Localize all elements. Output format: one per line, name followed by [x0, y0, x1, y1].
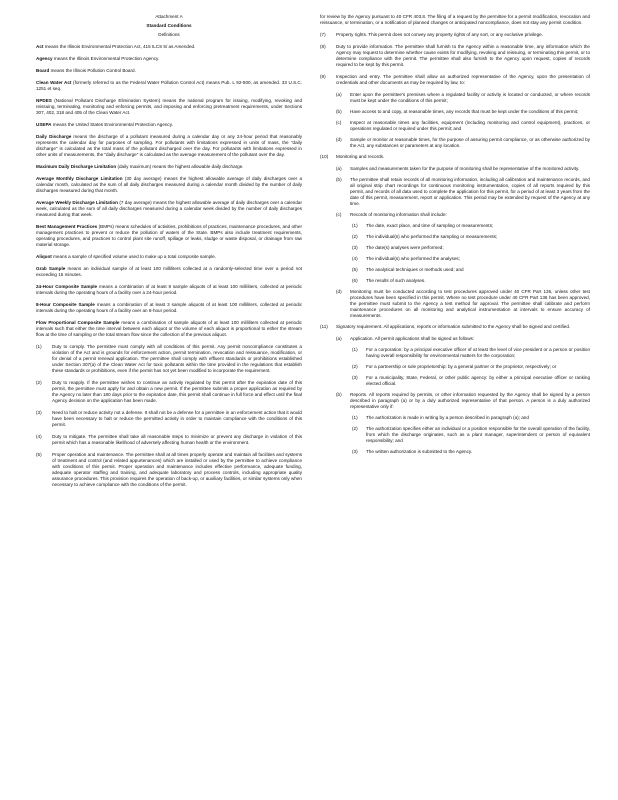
definition-text: (30 day average) means the highest allowable average of daily discharges over a calendar month, calculated as the sum of all daily discharges measured during a calendar month divided by the number of daily discharges measured during that month.: [36, 176, 302, 193]
sub-item: [352, 267, 590, 273]
item-number: (11): [320, 324, 328, 329]
definition-text: means the Illinois Environmental Protection Agency.: [53, 56, 160, 61]
sub-text: Monitoring must be conducted according to test procedures approved under 40 CFR Part 136, unless other test procedures have been specified in this permit. Where no test procedure under 40 CFR Part 136 has been approved, the permittee must submit to the Agency a test method for approval. The permittee shall calibrate and perform maintenance procedures on all monitoring and analytical instrumentation at intervals to ensure accuracy of measurements.: [350, 289, 590, 318]
definition-term: Act: [36, 44, 44, 49]
left-column: [36, 14, 302, 494]
sub-item: [352, 245, 590, 251]
item-text: Inspection and entry. The permittee shall allow an authorized representative of the Agency, upon the presentation of credentials and other documents as may be required by law, to:: [336, 74, 590, 85]
definition-text: (7 day average) means the highest allowable average of daily discharges over a calendar week, calculated as the sum of all daily discharges measured during a calendar week divided by the number of daily discharges measured during that week.: [36, 200, 303, 217]
condition-item: [320, 44, 590, 68]
definition-term: Board: [36, 68, 50, 73]
definition-term: Maximum Daily Discharge Limitation: [36, 164, 117, 169]
sub-item: [352, 223, 590, 229]
item-number: (10): [320, 154, 329, 159]
definition-term: USEPA: [36, 122, 52, 127]
item-number: (7): [320, 32, 326, 37]
item-number: (2): [36, 380, 42, 385]
definition-term: NPDES: [36, 98, 52, 103]
sub-text: Enter upon the permittee's premises where a regulated facility or activity is located or conducted, or where records must be kept under the conditions of this permit;: [350, 92, 590, 103]
sub-number: (2): [352, 364, 358, 369]
sub-number: (d): [336, 137, 342, 142]
condition-item: [320, 32, 590, 38]
definition-text: means the Illinois Environmental Protection Act, 415 ILCS 5/ as Amended.: [44, 44, 196, 49]
item-text: Duty to reapply. If the permittee wishes to continue an activity regulated by this permit after the expiration date of this permit, the permittee must apply for and obtain a new permit. If the permittee submits a proper application as required by the Agency no later than 180 days prior to the expiration date, this permit shall continue in full force and effect until the final Agency decision on the application has been made.: [52, 380, 302, 403]
item-number: (9): [320, 74, 326, 79]
definitions-title: Definitions: [158, 32, 180, 37]
conditions-list-left: [36, 344, 302, 488]
sub-number: (a): [336, 92, 342, 97]
definition-text: means a combination of at least 3 sample aliquots of at least 100 milliliters, collected at periodic intervals during the operating hours of a facility over an 8-hour period.: [36, 302, 303, 313]
definition-text: means the discharge of a pollutant measured during a calendar day or any 24-hour period that reasonably represents the calendar day for purposes of sampling. For pollutants with limitations expressed in units of mass, the "daily discharge" is calculated as the total mass of the pollutant discharged over the day. For pollutants with limitations expressed in other units of measurements, the "daily discharge" is calculated as the average measurement of the pollutant over the day.: [36, 134, 302, 157]
condition-item: [36, 380, 302, 404]
sub-item: [352, 364, 590, 370]
definition-text: means an individual sample of at least 100 milliliters collected at a randomly-selected time over a period not exceeding 15 minutes.: [36, 266, 302, 277]
sub-text: The date(s) analyses were performed;: [366, 245, 444, 250]
sub-number: (3): [352, 449, 358, 454]
definition-paragraph: [36, 284, 302, 296]
sub-item: [336, 212, 590, 218]
definition-text: means a sample of specified volume used to make up a total composite sample.: [53, 254, 217, 259]
item-text: Property rights. This permit does not convey any property rights of any sort, or any exclusive privilege.: [336, 32, 543, 37]
sub-number: (2): [352, 426, 358, 431]
definition-term: Daily Discharge: [36, 134, 72, 139]
sub-number: (b): [336, 177, 342, 182]
condition-item: [320, 154, 590, 160]
sub-number: (1): [352, 347, 358, 352]
condition-item: [320, 74, 590, 86]
application-sublist: [336, 347, 590, 387]
sub-item: [352, 449, 590, 455]
attachment-header: Attachment A: [155, 14, 183, 19]
section-title: Standard Conditions: [146, 23, 192, 28]
item-text: Proper operation and maintenance. The permittee shall at all times properly operate and maintain all facilities and systems of treatment and control (and related appurtenances) which are installed or used by the permittee to achieve compliance with conditions of this permit. Proper operation and maintenance includes effective performance, adequate funding, adequate operator staffing and training, and adequate laboratory and process controls, including appropriate quality assurance procedures. This provision requires the operation of back-up, or auxiliary facilities, or similar systems only when necessary to achieve compliance with the conditions of the permit.: [52, 452, 302, 487]
definition-paragraph: [36, 200, 302, 218]
definition-paragraph: [36, 164, 302, 170]
definition-term: Grab Sample: [36, 266, 66, 271]
sub-text: The individual(s) who performed the analyses;: [366, 256, 460, 261]
sub-item: [352, 375, 590, 387]
condition-item: [36, 344, 302, 374]
definition-paragraph: [36, 320, 302, 338]
definition-paragraph: [36, 80, 302, 92]
sub-text: The authorization is made in writing by a person described in paragraph (a); and: [366, 415, 529, 420]
sub-item: [352, 256, 590, 262]
sub-number: (c): [336, 212, 342, 217]
definition-term: Clean Water Act: [36, 80, 72, 85]
sub-number: (3): [352, 245, 358, 250]
definition-term: Agency: [36, 56, 53, 61]
sub-number: (4): [352, 256, 358, 261]
sub-text: The permittee shall retain records of all monitoring information, including all calibration and maintenance records, and all original strip chart recordings for continuous monitoring instrumentation, copies of all reports required by this permit, and records of all data used to complete the application for this permit, for a period of at least 3 years from the date of this permit, measurement, report or application. This period may be extended by request of the Agency at any time.: [350, 177, 590, 206]
condition-item: [36, 452, 302, 488]
item-number: (4): [36, 434, 42, 439]
sub-number: (c): [336, 120, 342, 125]
condition-item: [320, 324, 590, 330]
definition-text: (BMPs) means schedules of activities, prohibitions of practices, maintenance procedures, and other management practices to prevent or reduce the pollution of waters of the State. BMPs also include treatment requirements, operating procedures, and practices to control plant site runoff, spillage or leaks, sludge or waste disposal, or drainage from raw material storage.: [36, 224, 302, 247]
definition-term: Average Monthly Discharge Limitation: [36, 176, 123, 181]
sub-text: Sample or monitor at reasonable times, for the purpose of assuring permit compliance, or as otherwise authorized by the Act, any substances or parameters at any location.: [350, 137, 590, 148]
continued-paragraph: for review by the Agency pursuant to 40 CFR 403.8. The filing of a request by the permittee for a permit modification, revocation and reissuance, or termination, or a notification of planned changes or anticipated noncompliance, does not stay any permit condition.: [320, 14, 590, 25]
sub-item: [336, 336, 590, 342]
sub-item: [336, 92, 590, 104]
sub-text: Records of monitoring information shall include:: [350, 212, 447, 217]
definition-text: (National Pollutant Discharge Elimination System) means the national program for issuing, modifying, revoking and reissuing, terminating, monitoring and enforcing permits, and imposing and enforcing pretreatment requirements, under Sections 307, 402, 318 and 405 of the Clean Water Act.: [36, 98, 302, 115]
inspection-sublist: [320, 92, 590, 149]
sub-text: For a partnership or sole proprietorship: by a general partner or the proprietor, respectively; or: [366, 364, 557, 369]
definition-term: Aliquot: [36, 254, 52, 259]
sub-text: For a municipality, State, Federal, or other public agency: by either a principal executive officer or ranking elected official.: [366, 375, 590, 386]
sub-number: (b): [336, 392, 342, 397]
conditions-list-right: [320, 32, 590, 86]
definition-paragraph: [36, 224, 302, 248]
definitions-list: [36, 44, 302, 338]
sub-text: The authorization specifies either an individual or a position responsible for the overall operation of the facility, from which the discharge originates, such as a plant manager, superintendent or person of equivalent responsibility; and: [366, 426, 590, 443]
definition-paragraph: [36, 134, 302, 158]
sub-text: Have access to and copy, at reasonable times, any records that must be kept under the conditions of this permit;: [350, 109, 579, 114]
sub-item: [336, 177, 590, 207]
definition-term: Best Management Practices: [36, 224, 98, 229]
sub-item: [336, 289, 590, 319]
definition-term: Flow Proportional Composite Sample: [36, 320, 120, 325]
item-text: Need to halt or reduce activity not a defense. It shall not be a defense for a permittee in an enforcement action that it would have been necessary to halt or reduce the permitted activity in order to maintain compliance with the conditions of this permit.: [52, 410, 302, 427]
definition-term: 8-Hour Composite Sample: [36, 302, 95, 307]
sub-number: (1): [352, 223, 358, 228]
definition-paragraph: [36, 68, 302, 74]
sub-number: (b): [336, 109, 342, 114]
sub-number: (d): [336, 289, 342, 294]
sub-text: Samples and measurements taken for the purpose of monitoring shall be representative of the monitored activity.: [350, 166, 580, 171]
sub-text: The date, exact place, and time of sampling or measurements;: [366, 223, 494, 228]
monitoring-sublist: [320, 166, 590, 218]
definition-term: 24-Hour Composite Sample: [36, 284, 98, 289]
sub-item: [352, 415, 590, 421]
sub-item: [336, 166, 590, 172]
sub-text: For a corporation: by a principal executive officer of at least the level of vice president or a person or position having overall responsibility for environmental matters for the corporation;: [366, 347, 590, 358]
definition-paragraph: [36, 44, 302, 50]
signatory-sublist: [320, 336, 590, 342]
sub-text: Inspect at reasonable times any facilities, equipment (including monitoring and control equipment), practices, or operations regulated or required under this permit; and: [350, 120, 590, 131]
definition-paragraph: [36, 266, 302, 278]
sub-item: [336, 392, 590, 410]
reports-sublist: [336, 415, 590, 455]
definition-paragraph: [36, 302, 302, 314]
sub-item: [352, 278, 590, 284]
sub-text: The individual(s) who performed the sampling or measurements;: [366, 234, 498, 239]
definition-text: (formerly referred to as the Federal Water Pollution Control Act) means Pub. L 92-500, as amended. 33 U.S.C. 1251 et seq.: [36, 80, 303, 91]
condition-item: [36, 434, 302, 446]
sub-number: (6): [352, 278, 358, 283]
definition-text: means the Illinois Pollution Control Board.: [50, 68, 136, 73]
definition-text: means a combination of at least 8 sample aliquots of at least 100 milliliters, collected at periodic intervals during the operating hours of a facility over a 24-hour period.: [36, 284, 302, 295]
sub-item: [336, 109, 590, 115]
definition-text: means the United States Environmental Protection Agency.: [52, 122, 173, 127]
sub-number: (2): [352, 234, 358, 239]
sub-text: Application. All permit applications shall be signed as follows:: [350, 336, 475, 341]
sub-item: [352, 234, 590, 240]
definition-paragraph: [36, 56, 302, 62]
sub-number: (a): [336, 166, 342, 171]
item-text: Duty to provide information. The permittee shall furnish to the Agency within a reasonable time, any information which the Agency may request to determine whether cause exists for modifying, revoking and reissuing, or terminating this permit, or to determine compliance with the permit. The permittee shall also furnish to the Agency upon request, copies of records required to be kept by this permit.: [336, 44, 590, 67]
sub-item: [352, 426, 590, 444]
sub-text: Reports. All reports required by permits, or other information requested by the Agency shall be signed by a person described in paragraph (a) or by a duly authorized representative of that person. A person is a duly authorized representative only if:: [350, 392, 590, 409]
sub-item: [336, 137, 590, 149]
definition-paragraph: [36, 176, 302, 194]
sub-item: [352, 347, 590, 359]
definition-term: Average Weekly Discharge Limitation: [36, 200, 118, 205]
sub-text: The results of such analyses.: [366, 278, 426, 283]
sub-text: The analytical techniques or methods used; and: [366, 267, 464, 272]
sub-number: (5): [352, 267, 358, 272]
item-text: Duty to comply. The permittee must comply with all conditions of this permit. Any permit noncompliance constitutes a violation of the Act and is grounds for enforcement action, permit termination, revocation and reissuance, modification, or for denial of a permit renewal application. The permittee shall comply with effluent standards or prohibitions established under Section 307(a) of the Clean Water Act for toxic pollutants within the time provided in the regulations that establish these standards or prohibitions, even if the permit has not yet been modified to incorporate the requirement.: [52, 344, 302, 373]
item-text: Signatory requirement. All applications, reports or information submitted to the Agency shall be signed and certified.: [336, 324, 571, 329]
sub-number: (a): [336, 336, 342, 341]
sub-text: The written authorization is submitted to the Agency.: [366, 449, 473, 454]
item-text: Duty to mitigate. The permittee shall take all reasonable steps to minimize or prevent any discharge in violation of this permit which has a reasonable likelihood of adversely affecting human health or the environment.: [52, 434, 302, 445]
item-text: Monitoring and records.: [336, 154, 385, 159]
definition-paragraph: [36, 122, 302, 128]
item-number: (1): [36, 344, 42, 349]
sub-item: [336, 120, 590, 132]
sub-number: (1): [352, 415, 358, 420]
definition-paragraph: [36, 98, 302, 116]
definition-text: means a combination of sample aliquots of at least 100 milliliters collected at periodic intervals such that either the time interval between each aliquot or the volume of each aliquot is proportional to either the stream flow at the time of sampling or the total stream flow since the collection of the previous aliquot.: [36, 320, 302, 337]
sub-number: (3): [352, 375, 358, 380]
condition-item: [36, 410, 302, 428]
definition-paragraph: [36, 254, 302, 260]
right-column: [320, 14, 590, 460]
records-sublist: [336, 223, 590, 284]
item-number: (3): [36, 410, 42, 415]
item-number: (8): [320, 44, 326, 49]
item-number: (5): [36, 452, 42, 457]
definition-text: (daily maximum) means the highest allowable daily discharge.: [117, 164, 244, 169]
